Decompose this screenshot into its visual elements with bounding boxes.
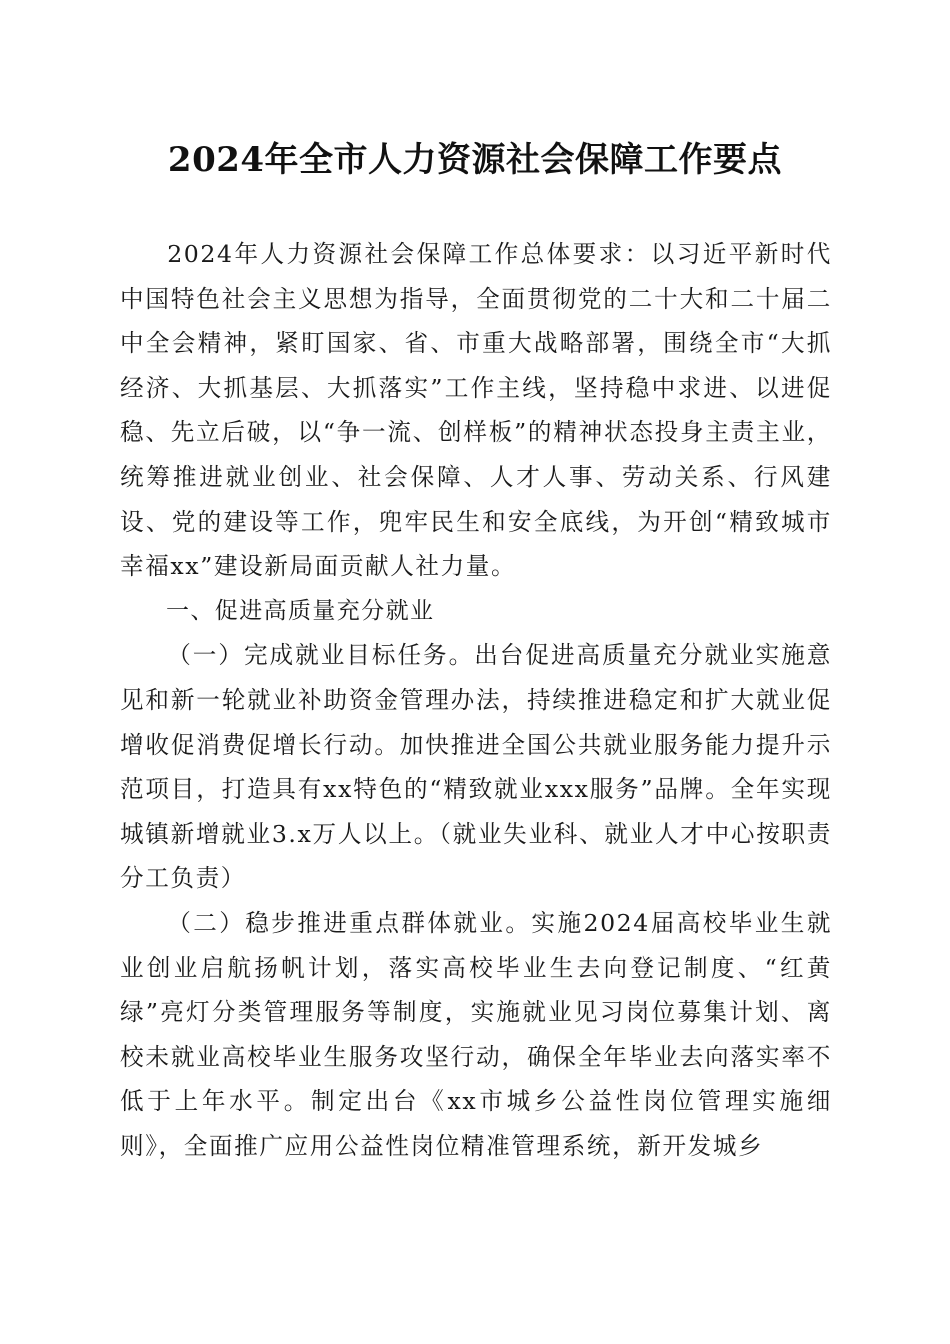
item-lead: （二）稳步推进重点群体就业。: [167, 908, 532, 937]
item-text: 出台促进高质量充分就业实施意见和新一轮就业补助资金管理办法，持续推进稳定和扩大就业促增收促消费促增长行动。加快推进全国公共就业服务能力提升示范项目，打造具有xx特色的“精致就业xxx服务”品牌。全年实现城镇新增就业3.x万人以上。（就业失业科、就业人才中心按职责分工负责）: [120, 641, 832, 893]
item-text: 实施2024届高校毕业生就业创业启航扬帆计划，落实高校毕业生去向登记制度、“红黄绿”亮灯分类管理服务等制度，实施就业见习岗位募集计划、离校未就业高校毕业生服务攻坚行动，确保全年毕业去向落实率不低于上年水平。制定出台《xx市城乡公益性岗位管理实施细则》，全面推广应用公益性岗位精准管理系统，新开发城乡: [120, 908, 833, 1160]
intro-paragraph: 2024年人力资源社会保障工作总体要求：以习近平新时代中国特色社会主义思想为指导，全面贯彻党的二十大和二十届二中全会精神，紧盯国家、省、市重大战略部署，围绕全市“大抓经济、大抓基层、大抓落实”工作主线，坚持稳中求进、以进促稳、先立后破，以“争一流、创样板”的精神状态投身主责主业，统筹推进就业创业、社会保障、人才人事、劳动关系、行风建设、党的建设等工作，兜牢民生和安全底线，为开创“精致城市幸福xx”建设新局面贡献人社力量。: [120, 240, 832, 581]
document-body: [120, 232, 832, 1168]
paragraph-item-2: [120, 901, 832, 1169]
document-title: 2024年全市人力资源社会保障工作要点: [167, 140, 783, 180]
paragraph-item-1: [120, 633, 832, 901]
section-heading: 一、促进高质量充分就业: [166, 597, 435, 624]
item-lead: （一）完成就业目标任务。: [167, 641, 475, 670]
